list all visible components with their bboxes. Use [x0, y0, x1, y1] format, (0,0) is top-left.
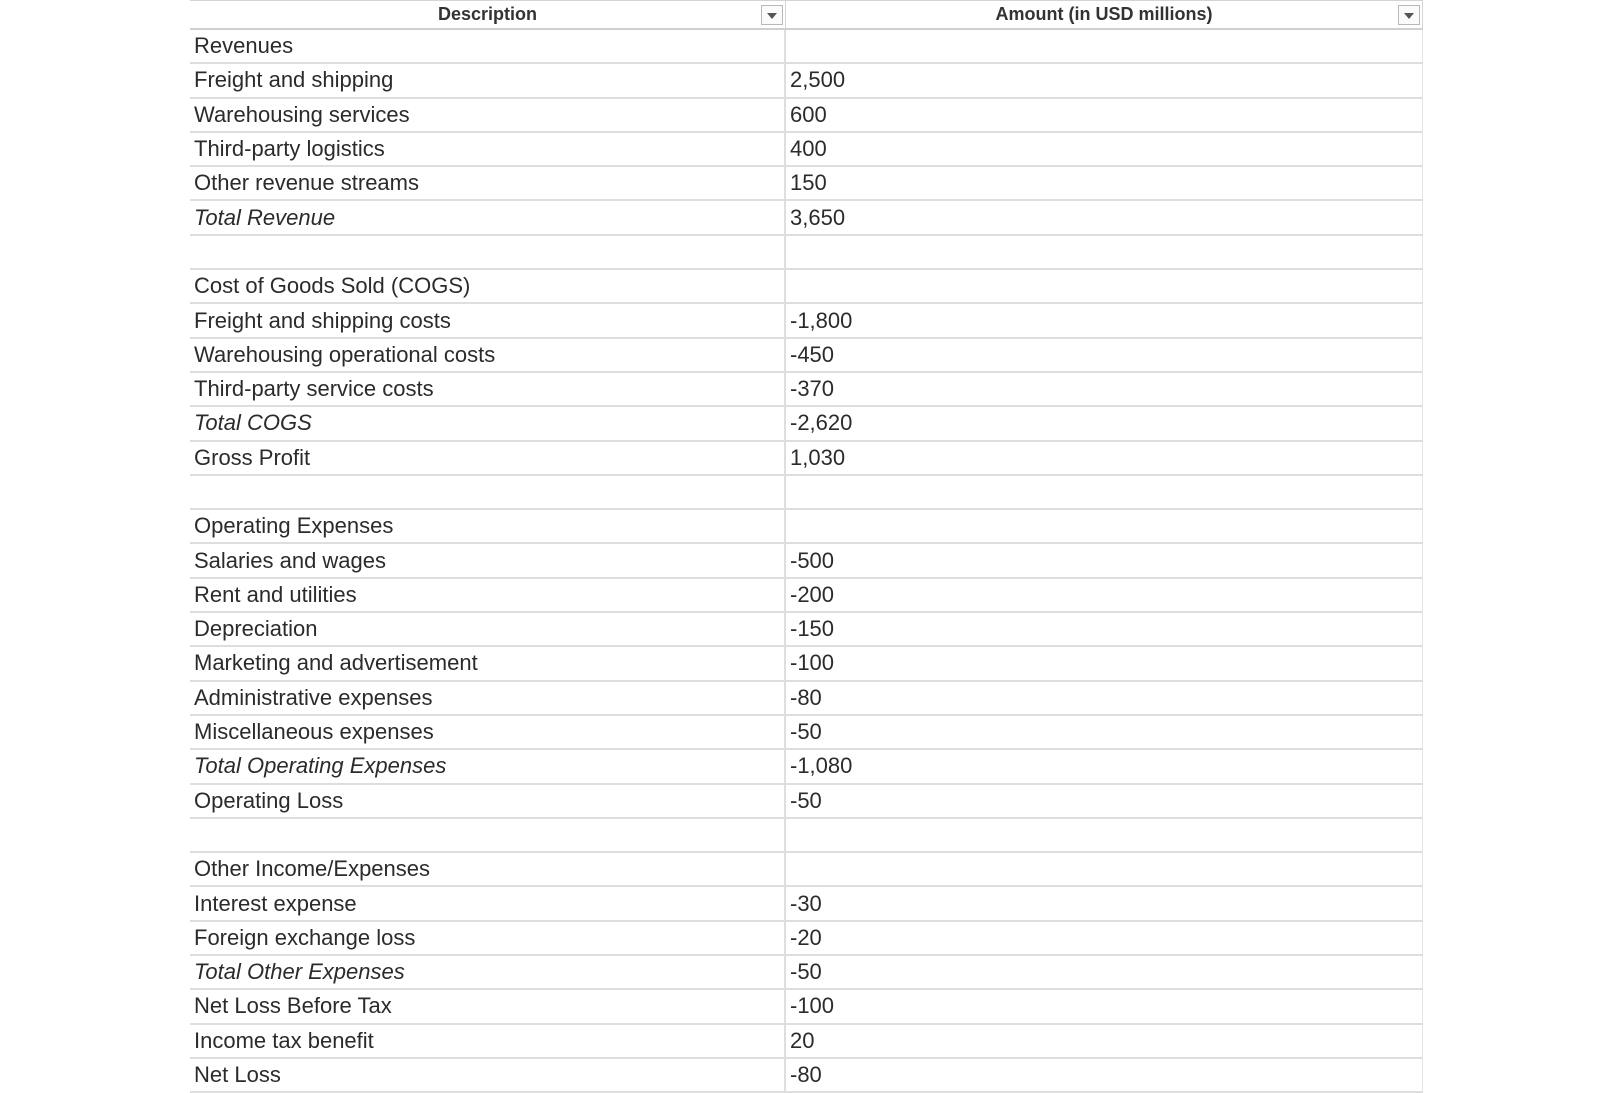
- table-header: [190, 0, 1423, 30]
- table-row: [190, 339, 1423, 373]
- amount-cell[interactable]: -200: [786, 579, 1423, 611]
- table-row: [190, 716, 1423, 750]
- description-cell[interactable]: Total Other Expenses: [190, 956, 786, 988]
- description-cell[interactable]: Warehousing operational costs: [190, 339, 786, 371]
- table-row: [190, 922, 1423, 956]
- amount-cell[interactable]: -50: [786, 716, 1423, 748]
- description-cell[interactable]: Third-party service costs: [190, 373, 786, 405]
- table-row: [190, 236, 1423, 270]
- amount-cell[interactable]: 600: [786, 99, 1423, 131]
- amount-cell[interactable]: [786, 853, 1423, 885]
- table-row: [190, 476, 1423, 510]
- amount-cell[interactable]: 2,500: [786, 64, 1423, 96]
- table-row: [190, 167, 1423, 201]
- amount-cell[interactable]: -2,620: [786, 407, 1423, 439]
- amount-cell[interactable]: 400: [786, 133, 1423, 165]
- description-cell[interactable]: [190, 476, 786, 508]
- table-row: [190, 373, 1423, 407]
- amount-cell[interactable]: [786, 510, 1423, 542]
- description-cell[interactable]: Miscellaneous expenses: [190, 716, 786, 748]
- table-row: [190, 407, 1423, 441]
- table-row: [190, 853, 1423, 887]
- description-cell[interactable]: Marketing and advertisement: [190, 647, 786, 679]
- table-row: [190, 510, 1423, 544]
- description-column-header[interactable]: [190, 1, 786, 28]
- amount-cell[interactable]: 1,030: [786, 442, 1423, 474]
- description-cell[interactable]: [190, 819, 786, 851]
- amount-column-header[interactable]: [786, 1, 1423, 28]
- amount-header-label: Amount (in USD millions): [995, 4, 1213, 24]
- table-row: [190, 785, 1423, 819]
- table-row: [190, 1059, 1423, 1093]
- description-cell[interactable]: Depreciation: [190, 613, 786, 645]
- description-cell[interactable]: Net Loss Before Tax: [190, 990, 786, 1022]
- amount-cell[interactable]: -450: [786, 339, 1423, 371]
- amount-cell[interactable]: [786, 476, 1423, 508]
- description-cell[interactable]: Salaries and wages: [190, 544, 786, 576]
- amount-cell[interactable]: -50: [786, 785, 1423, 817]
- amount-cell[interactable]: -500: [786, 544, 1423, 576]
- table-row: [190, 99, 1423, 133]
- amount-cell[interactable]: -80: [786, 682, 1423, 714]
- description-cell[interactable]: Cost of Goods Sold (COGS): [190, 270, 786, 302]
- table-row: [190, 133, 1423, 167]
- table-row: [190, 819, 1423, 853]
- amount-cell[interactable]: [786, 236, 1423, 268]
- table-row: [190, 682, 1423, 716]
- description-cell[interactable]: Third-party logistics: [190, 133, 786, 165]
- table-row: [190, 613, 1423, 647]
- amount-cell[interactable]: -100: [786, 990, 1423, 1022]
- description-header-label: Description: [437, 4, 538, 24]
- table-row: [190, 990, 1423, 1024]
- description-cell[interactable]: Freight and shipping: [190, 64, 786, 96]
- amount-cell[interactable]: -50: [786, 956, 1423, 988]
- amount-cell[interactable]: [786, 270, 1423, 302]
- table-row: [190, 544, 1423, 578]
- description-cell[interactable]: Revenues: [190, 30, 786, 62]
- table-row: [190, 64, 1423, 98]
- income-statement-table: [190, 0, 1423, 1093]
- dropdown-arrow-icon: [767, 13, 777, 19]
- description-cell[interactable]: Total Revenue: [190, 201, 786, 233]
- table-row: [190, 579, 1423, 613]
- table-row: [190, 647, 1423, 681]
- description-cell[interactable]: Administrative expenses: [190, 682, 786, 714]
- table-row: [190, 304, 1423, 338]
- table-body: [190, 30, 1423, 1093]
- description-cell[interactable]: [190, 236, 786, 268]
- description-cell[interactable]: Interest expense: [190, 887, 786, 919]
- description-cell[interactable]: Total Operating Expenses: [190, 750, 786, 782]
- description-cell[interactable]: Foreign exchange loss: [190, 922, 786, 954]
- amount-cell[interactable]: [786, 30, 1423, 62]
- amount-cell[interactable]: -150: [786, 613, 1423, 645]
- table-row: [190, 270, 1423, 304]
- description-cell[interactable]: Operating Expenses: [190, 510, 786, 542]
- table-row: [190, 887, 1423, 921]
- amount-cell[interactable]: -100: [786, 647, 1423, 679]
- table-row: [190, 201, 1423, 235]
- table-row: [190, 956, 1423, 990]
- amount-cell[interactable]: -1,080: [786, 750, 1423, 782]
- description-cell[interactable]: Other revenue streams: [190, 167, 786, 199]
- table-row: [190, 750, 1423, 784]
- table-row: [190, 30, 1423, 64]
- amount-cell[interactable]: 150: [786, 167, 1423, 199]
- description-cell[interactable]: Operating Loss: [190, 785, 786, 817]
- amount-cell[interactable]: -80: [786, 1059, 1423, 1091]
- amount-filter-button[interactable]: [1398, 5, 1420, 25]
- description-cell[interactable]: Net Loss: [190, 1059, 786, 1091]
- description-cell[interactable]: Total COGS: [190, 407, 786, 439]
- description-cell[interactable]: Other Income/Expenses: [190, 853, 786, 885]
- description-cell[interactable]: Gross Profit: [190, 442, 786, 474]
- amount-cell[interactable]: -1,800: [786, 304, 1423, 336]
- amount-cell[interactable]: -370: [786, 373, 1423, 405]
- amount-cell[interactable]: -30: [786, 887, 1423, 919]
- description-cell[interactable]: Income tax benefit: [190, 1025, 786, 1057]
- table-row: [190, 1025, 1423, 1059]
- amount-cell[interactable]: [786, 819, 1423, 851]
- description-filter-button[interactable]: [761, 5, 783, 25]
- description-cell[interactable]: Rent and utilities: [190, 579, 786, 611]
- dropdown-arrow-icon: [1404, 13, 1414, 19]
- table-row: [190, 442, 1423, 476]
- amount-cell[interactable]: -20: [786, 922, 1423, 954]
- description-cell[interactable]: Warehousing services: [190, 99, 786, 131]
- amount-cell[interactable]: 3,650: [786, 201, 1423, 233]
- amount-cell[interactable]: 20: [786, 1025, 1423, 1057]
- description-cell[interactable]: Freight and shipping costs: [190, 304, 786, 336]
